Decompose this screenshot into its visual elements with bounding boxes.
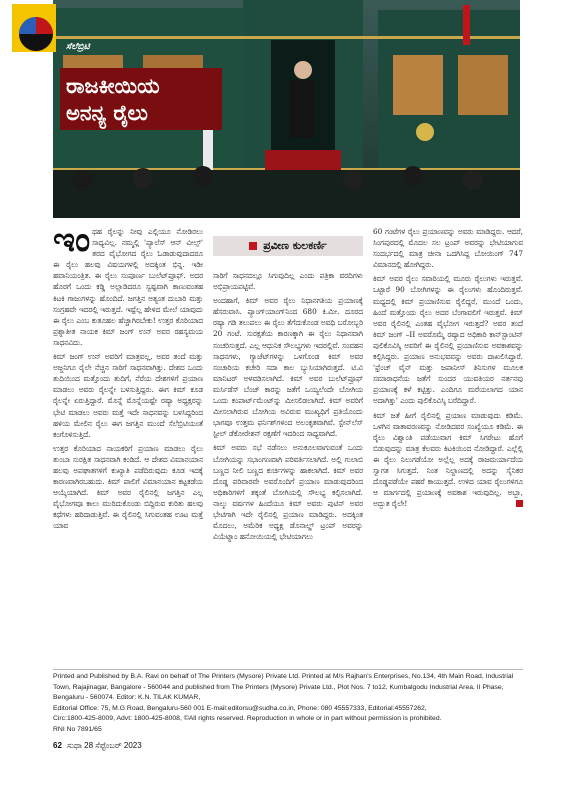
article-paragraph: ಅಂದಹಾಗೆ, ಕಿಮ್ ಅವರ ರೈಲು ನಿಧಾನಗತಿಯ ಪ್ರಯಾಣಕ್ಕೆ ಹೆಸರುವಾಸಿ. ಪ್ಯಾಂಗ್‌ಯಾಂಗ್‌ನಿಂದ 680 ಕಿ.ಮೀ. ದೂರದ ರಷ್ಯಾ ಗಡಿ ತಲುಪಲು ಈ ರೈಲು ತೆಗೆದುಕೊಂಡ ಅವಧಿ ಬರೋಬ್ಬರಿ 20 ಗಂಟೆ. ಸುರಕ್ಷತೆಯ ಕಾರಣಕ್ಕಾಗಿ ಈ ರೈಲು ನಿಧಾನವಾಗಿ ಸಂಚರಿಸುತ್ತದೆ. ಎಲ್ಲ ಆಧುನಿಕ ಸೌಲಭ್ಯಗಳು ಇದರಲ್ಲಿವೆ. ಸಂವಹನ ಸಾಧನಗಳು, ಗ್ಯಾಜೆಟ್‌ಗಳನ್ನು ಒಳಗೊಂಡ ಕಿಮ್ ಅವರ ಸಂಚಾರಿಯ ಕಚೇರಿ ಸದಾ ಕಾಲ ಬ್ಯುಸಿಯಾಗಿರುತ್ತದೆ. ಟಿ.ವಿ ಮಾನಿಟರ್ ಅಳವಡಿಸಲಾಗಿದೆ. ಕಿಮ್ ಅವರ ಬುಲೆಟ್‌ಪ್ರೂಫ್ ಮರ್ಸಿಡೆಸ್ ಬೆಂಜ್ ಕಾರನ್ನು ಜತೆಗೆ ಒಯ್ಯಲೆಂದೇ ಬೋಗಿಯ ಒಂದು ಕಂಪಾರ್ಟ್‌ಮೆಂಟ್‌ನ್ನು ಮೀಸಲಿಡಲಾಗಿದೆ. ಕಿಮ್ ಅವರಿಗೆ ಮೀಸಲಾಗಿರುವ ಬೋಗಿಯ ಅವಿರುವ ಮುಖ್ಯಧಿಗೆ ಪ್ರತಿಯೊಂದು ಭಾಗವೂ ಉತ್ತಮ ಫರ್ನಿಶ್‌ಗಳಿಂದ ಅಲಂಕೃತವಾಗಿವೆ. ಸ್ಟೇನ್‌ಲೆಸ್ ಸ್ಟೀಲ್ ಡೆಕೋರೇಶನ್ ರಕ್ಷಣೆಗೆ ಇದರಿಂದ ಸಾಧ್ಯವಾಗಿದೆ. (213, 296, 363, 439)
article-paragraph: ಕಿಮ್ ಅವರು ಸಭೆ ನಡೆಸಲು ಅನುಕೂಲವಾಗುವಂತೆ ಒಂದು ಬೋಗಿಯನ್ನು ಸಭಾಂಗಣವಾಗಿ ಪರಿವರ್ತಿಸಲಾಗಿದೆ. ಅಲ್ಲಿ ಗುಲಾಬಿ ಬಣ್ಣದ ನೀಲಿ ಬಣ್ಣದ ಕುರ್ಚಿಗಳನ್ನು ಹಾಕಲಾಗಿದೆ. ಕಿಮ್ ಅವರ ದೊಡ್ಡ ಪರಿವಾರವೇ ಅವರೊಂದಿಗೆ ಪ್ರಯಾಣ ಮಾಡುವುದರಿಂದ ಅಧಿಕಾರಿಗಳಿಗೆ ತಕ್ಕಂತೆ ಬೋಗಿಯಲ್ಲಿ ಸೌಲಭ್ಯ ಕಲ್ಪಿಸಲಾಗಿದೆ. ನಾಲ್ಕು ವರ್ಷಗಳ ಹಿಂದೆಯೂ ಕಿಮ್ ಅವರು ಪುಟಿನ್ ಅವರ ಭೇಟಿಗಾಗಿ ಇದೇ ರೈಲಿನಲ್ಲಿ ಪ್ರಯಾಣ ಮಾಡಿದ್ದರು. ಅದಕ್ಕಿಂತ ಮೊದಲು, ಅಮೆರಿಕ ಅಧ್ಯಕ್ಷ ಡೊನಾಲ್ಡ್ ಟ್ರಂಪ್ ಅವರನ್ನು ವಿಯೆಟ್ನಾಂ ಹನೋಯಿಯಲ್ಲಿ ಭೇಟಿಯಾಗಲು (213, 443, 363, 542)
imprint-line: RNI No 7891/65 (53, 725, 102, 733)
article-paragraph: ಕಿಮ್ ಜಂಗ್ ಉನ್ ಅವರಿಗೆ ಮಾತ್ರವಲ್ಲ, ಅವರ ತಂದೆ ಮತ್ತು ಅಜ್ಜನಿಗೂ ರೈಲೇ ನೆಚ್ಚಿನ ಸಾರಿಗೆ ಸಾಧನವಾಗಿತ್ತು. ದೇಶದ ಒಂದು ತುದಿಯಿಂದ ಮತ್ತೊಂದು ತುದಿಗೆ, ನೆರೆಯ ದೇಶಗಳಿಗೆ ಪ್ರಯಾಣ ಮಾಡಲು ಅವರು ರೈಲನ್ನೇ ಬಳಸುತ್ತಿದ್ದರು. ಈಗ ಕಿಮ್ ಕೂಡ ರೈಲನ್ನೇ ಏರುತ್ತಿದ್ದಾರೆ. ಮೊನ್ನೆ ಮೊನ್ನೆಯಷ್ಟೇ ರಷ್ಯಾ ಅಧ್ಯಕ್ಷರನ್ನು ಭೇಟಿ ಮಾಡಲು ಅವರು ಮತ್ತೆ ಇದೇ ಸಾಧನವನ್ನು ಬಳಸಿದ್ದರಿಂದ ಹಳಿಯ ಮೇಲಿನ ರೈಲು ಈಗ ಜಗತ್ತಿನ ಮುಂದೆ ಸೆಲೆಬ್ರಿಟಿಯಂತೆ ಕಂಗೊಳಿಸುತ್ತಿದೆ. (53, 352, 203, 439)
article-column-3 (373, 226, 523, 512)
article-paragraph: ಕಿಮ್ ಜತೆ ಹೀಗೆ ರೈಲಿನಲ್ಲಿ ಪ್ರಯಾಣ ಮಾಡುವುದು ಕಡಿಮೆ. ಒಳಗಿನ ವಾತಾವರಣವನ್ನು ನೋಡಿದವರ ಸಂಖ್ಯೆಯೂ ಕಡಿಮೆ. ಈ ರೈಲು ವಿಶ್ವಾಂತಿ ಪಡೆಯುವಾಗ ಕಿಮ್ ಸಿಗರೇಟು ಹೊಗೆ ಬಿಡುವುದನ್ನು ಮಾತ್ರ ಕೆಲವರು ಕಿಟಕಿಯಿಂದ ನೋಡಿದ್ದಾರೆ. ಎಲ್ಲೆಲ್ಲಿ ಈ ರೈಲು ನಿಲುಗಡೆಯೋ ಅಲ್ಲೆಲ್ಲ ಅದಕ್ಕೆ ರಾಜಮರ್ಯಾದೆಯ ಸ್ವಾಗತ ಸಿಗುತ್ತದೆ. ನಿಂತ ನಿಲ್ದಾಣದಲ್ಲಿ ಅದನ್ನು ಸೈನಿಕರ ದೊಡ್ಡಪಡೆಯೇ ಪಹರೆ ಕಾಯುತ್ತದೆ. ಉಳಿದ ಯಾವ ರೈಲುಗಳಿಗೂ ಆ ಮಾರ್ಗದಲ್ಲಿ ಪ್ರಯಾಣಕ್ಕೆ ಅವಕಾಶ ಇರುವುದಿಲ್ಲ. ಅಬ್ಬಾ, ಅದ್ಭುತ ರೈಲೇ! (373, 410, 523, 509)
author-name: ಪ್ರವೀಣ ಕುಲಕರ್ಣಿ (263, 239, 327, 252)
article-paragraph: ಉತ್ತರ ಕೊರಿಯಾದ ನಾಯಕರಿಗೆ ಪ್ರಯಾಣ ಮಾಡಲು ರೈಲು ತುಂಬಾ ಸುರಕ್ಷಿತ ಸಾಧನವಾಗಿ ಕಂಡಿದೆ. ಆ ದೇಶದ ವಿಮಾನಯಾನ ಹಲವು ಅಪಘಾತಗಳಿಗೆ ಕುಖ್ಯಾತಿ ಪಡೆದಿರುವುದು ಕೂಡ ಇದಕ್ಕೆ ಕಾರಣವಾಗಿರಬಹುದು. ಕಿಮ್ ಪಾಲಿಗೆ ವಿಮಾನಯಾನ ಕಟ್ಟಕಡೆಯ ಆಯ್ಕೆಯಾಗಿದೆ. ಕಿಮ್ ಅವರ ರೈಲಿನಲ್ಲಿ ಜಗತ್ತಿನ ಎಲ್ಲ ವೈಭೋಗವೂ ಕಾಲು ಮುರಿದುಕೊಂಡು ಬಿದ್ದಿರುವ ಕುರಿತು ಹಲವು ಕಥೆಗಳು ಹರಿದಾಡುತ್ತಿವೆ. ಈ ರೈಲಿನಲ್ಲಿ ಸಿಗುವಂತಹ ಊಟ ಮತ್ತೆ ಯಾವ (53, 443, 203, 531)
article-column-1 (53, 220, 203, 535)
divider (53, 669, 523, 670)
drop-cap: ಇಂ (53, 220, 91, 260)
article-body (53, 220, 523, 666)
article-paragraph: ಇಂಥಹ ರೈಲನ್ನು ನೀವು ಎಲ್ಲಿಯೂ ನೋಡಿರಲು ಸಾಧ್ಯವಿಲ್ಲ. ನಮ್ಮಲ್ಲಿ 'ಪ್ಯಾಲೆಸ್ ಆನ್ ವೀಲ್ಸ್' ತರದ ವೈಭೋಗದ ರೈಲು ಓಡಾಡುವುದಾದರೂ ಈ ರೈಲು ಹಲವು ವಿಷಯಗಳಲ್ಲಿ ಅದಕ್ಕಿಂತ ಭಿನ್ನ. ಇಡೀ ಹವಾನಿಯಂತ್ರಿತ. ಈ ರೈಲು ಸಂಪೂರ್ಣ ಬುಲೆಟ್‌ಪ್ರೂಫ್. ಅದರ ಹೊರಗೆ ಒಂದು ಕಡ್ಡಿ ಅಲ್ಲಾಡಿದರೂ ಸ್ವಷ್ಟವಾಗಿ ಕಾಣುವಂತಹ ಕಿಟಕಿ ಗಾಜುಗಳನ್ನು ಹೊಂದಿದೆ. ಜಗತ್ತಿನ ಅತ್ಯಂತ ದುಬಾರಿ ಮತ್ತು ಸಂಗ್ರಹವೇ ಇದರಲ್ಲಿ ಇರುತ್ತದೆ. ಇಷ್ಟೆಲ್ಲ ಹೇಳಿದ ಮೇಲೆ ಯಾವುದು ಈ ರೈಲು ಎಂಬ ಕುತೂಹಲ ಹೆಚ್ಚಾಗಿರಬೇಕು! ಉತ್ತರ ಕೊರಿಯಾದ ಪ್ರಶ್ನಾತೀತ ನಾಯಕ ಕಿಮ್ ಜಂಗ್ ಉನ್ ಅವರ ರಹಸ್ಯಮಯ ಸಾಧನವಿದು. (53, 220, 203, 347)
imprint-line: Bengaluru - 560074. Editor: K.N. TILAK KUMAR, (53, 694, 201, 702)
imprint-line: Circ:1800-425-8009, Advt: 1800-425-8008, ©All rights reserved. Reproduction in whole or in part without permission is prohibited. (53, 715, 442, 723)
headline-box (60, 68, 222, 130)
imprint-line: Editorial Office: 75, M.G Road, Bengaluru-560 001 E-mail:editorsu@sudha.co.in, Phone: 080 45557333, Editorial:45557262, (53, 704, 427, 712)
page-number: 62 (53, 741, 62, 750)
imprint-line: Town, Rajajinagar, Bangalore - 560044 and published from The Printers (Mysore) Private Ltd., Plot Nos. 7 to12, Kumbalgodu Industrial Area, II Phase, (53, 683, 504, 691)
bullet-square-icon (249, 242, 257, 250)
headline-line-2: ಅನನ್ಯ ರೈಲು (66, 100, 148, 125)
section-label: ಸೆಲೆಬ್ರಿಟಿ (66, 42, 90, 52)
end-of-article-icon (516, 500, 523, 507)
article-paragraph: 60 ಗಂಟೆಗಳ ರೈಲು ಪ್ರಯಾಣವನ್ನು ಅವರು ಮಾಡಿದ್ದರು. ಆದರೆ, ಸಿಂಗಪುರದಲ್ಲಿ ಮೊದಲ ಸಲ ಟ್ರಂಪ್ ಅವರನ್ನು ಭೇಟಿಯಾಗುವ ಸಂದರ್ಭದಲ್ಲಿ ಮಾತ್ರ ಚೀನಾ ಒದಗಿಸಿದ್ದ ಬೋಯಿಂಗ್ 747 ವಿಮಾನದಲ್ಲಿ ಹೋಗಿದ್ದರು. (373, 227, 523, 270)
headline-line-1: ರಾಜಕೀಯಿಯ (66, 73, 160, 98)
article-paragraph: ಸಾರಿಗೆ ಸಾಧನದಲ್ಲೂ ಸಿಗುವುದಿಲ್ಲ ಎಂದು ಪತ್ರಿಕಾ ವರದಿಗಳು ಅಭಿಪ್ರಾಯಪಟ್ಟಿವೆ. (213, 271, 363, 292)
issue-date: ಸುಧಾ 28 ಸೆಪ್ಟೆಂಬರ್ 2023 (67, 741, 142, 750)
logo-mark-icon (12, 4, 56, 52)
author-byline (213, 236, 363, 256)
article-paragraph: ಕಿಮ್ ಅವರ ರೈಲು ಸವಾರಿಯಲ್ಲಿ ಮೂರು ರೈಲುಗಳು ಇರುತ್ತವೆ. ಒಟ್ಟಾರೆ 90 ಬೋಗಿಗಳನ್ನು ಈ ರೈಲುಗಳು ಹೊಂದಿರುತ್ತವೆ. ಮಧ್ಯದಲ್ಲಿ ಕಿಮ್ ಪ್ರಯಾಣಿಸುವ ರೈಲಿದ್ದರೆ, ಮುಂದೆ ಒಂದು, ಹಿಂದೆ ಮತ್ತೊಂದು ರೈಲು ಅದರ ಬೆಂಗಾವಲಿಗೆ ಇರುತ್ತವೆ. ಕಿಮ್ ಅವರ ರೈಲಿನಲ್ಲಿ ಎಂತಹ ವೈಭೋಗ ಇರುತ್ತದೆ? ಅವರ ತಂದೆ ಕಿಮ್ ಜಂಗ್ –II ಅವರೊಮ್ಮೆ ರಷ್ಯಾದ ಅಧಿಕಾರಿ ಕಾನ್‌ಸ್ಟಾಂಟಿನ್ ಪುಲಿಕೊವಿಸ್ಕಿ ಅವರಿಗೆ ಈ ರೈಲಿನಲ್ಲಿ ಪ್ರಯಾಣಿಸುವ ಅವಕಾಶವನ್ನು ಕಲ್ಪಿಸಿದ್ದರು. ಪ್ರಯಾಣ ಅನುಭವವನ್ನು ಅವರು ದಾಖಲಿಸಿದ್ದಾರೆ. 'ಫ್ರೆಂಚ್ ವೈನ್ ಮತ್ತು ಜಪಾನೀಸ್ ತಿನಿಸುಗಳ ಮೂಲಕ ಸಮಾರಾಧನೆಯ ಜತೆಗೆ ಸುಂದರ ಯುವತಿಯರ ನರ್ತನವು ಪ್ರಯಾಣಕ್ಕೆ ಕಳೆ ಕಟ್ಟಿತ್ತು. ಎಂದಿಗೂ ಮರೆಯಲಾಗದ ಯಾನ ಅದಾಗಿತ್ತು' ಎಂದು ಪುಲಿಕೊವಿಸ್ಕಿ ಬರೆದಿದ್ದಾರೆ. (373, 274, 523, 406)
magazine-logo (12, 4, 56, 52)
page-folio (53, 741, 142, 751)
imprint-line: Printed and Published by B.A. Ravi on behalf of The Printers (Mysore) Private Ltd. Printed at M/s Rajhan's Enterprises, No.134, 4th Main Road, Industrial (53, 673, 514, 680)
imprint-block (53, 672, 523, 736)
